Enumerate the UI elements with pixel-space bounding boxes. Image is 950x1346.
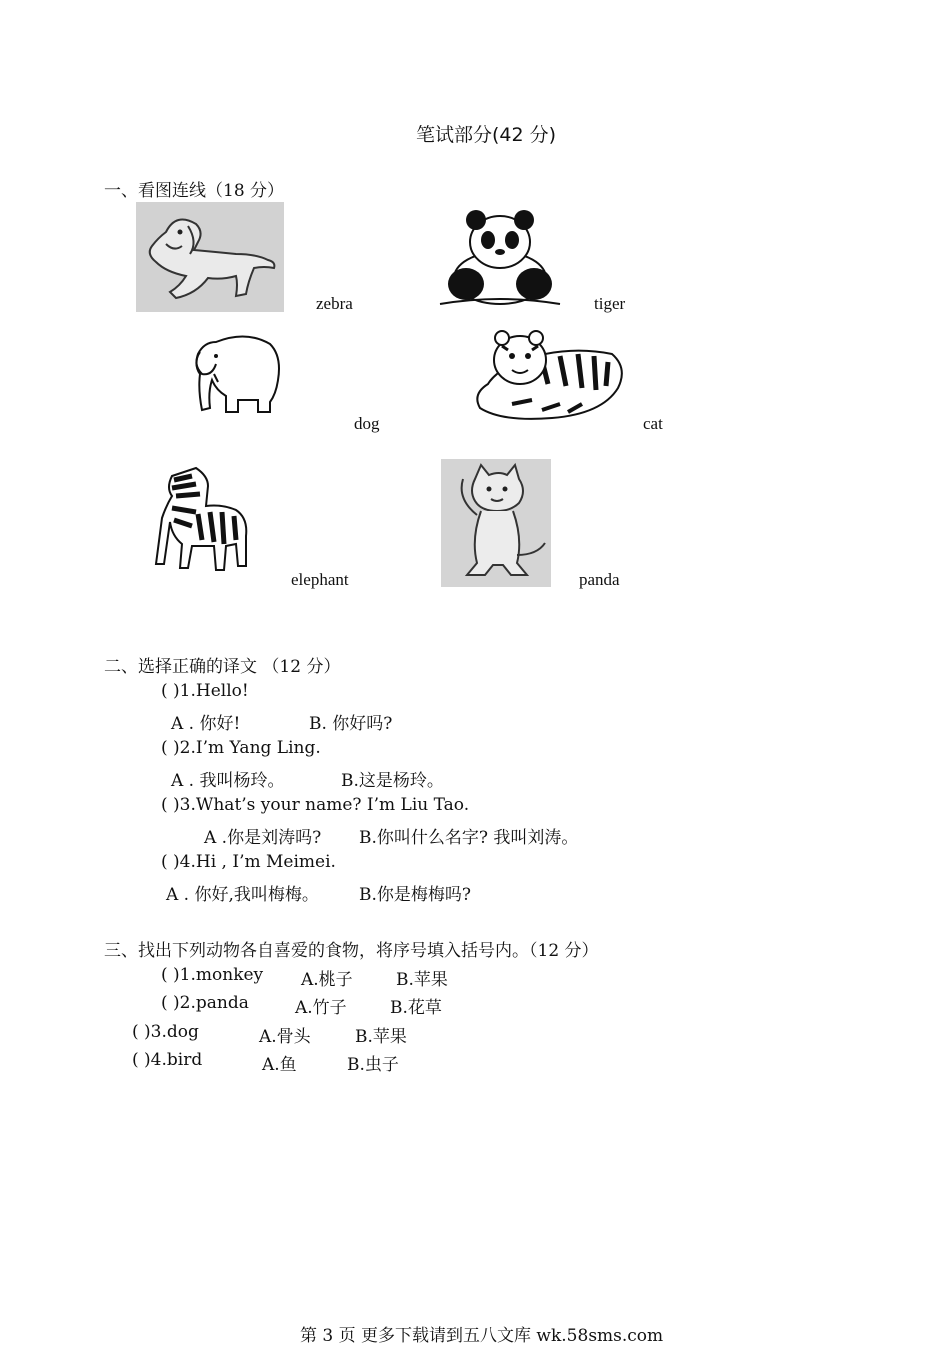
word-dog: dog <box>354 414 380 433</box>
s2-option-4b: B.你是梅梅吗? <box>359 885 472 905</box>
s2-option-3a: A .你是刘涛吗? <box>204 828 322 848</box>
s2-question-3: ( )3.What’s your name? I’m Liu Tao. <box>161 795 470 815</box>
word-cat: cat <box>643 414 663 433</box>
word-panda: panda <box>579 570 620 589</box>
section2-heading: 二、选择正确的译文 （12 分） <box>104 657 341 677</box>
tiger-picture <box>472 324 626 428</box>
s2-option-1b: B. 你好吗? <box>309 714 393 734</box>
s3-question-1: ( )1.monkey <box>161 965 264 985</box>
s3-option-3b: B.苹果 <box>355 1027 407 1047</box>
s2-option-2a: A . 我叫杨玲。 <box>171 771 285 791</box>
s2-option-2b: B.这是杨玲。 <box>341 771 444 791</box>
cat-picture <box>441 459 551 587</box>
s3-option-4b: B.虫子 <box>347 1055 399 1075</box>
s3-option-3a: A.骨头 <box>259 1027 311 1047</box>
page-title: 笔试部分(42 分) <box>416 124 557 146</box>
zebra-picture <box>152 466 250 574</box>
s3-option-1b: B.苹果 <box>396 970 448 990</box>
s3-question-2: ( )2.panda <box>161 993 249 1013</box>
s3-option-2b: B.花草 <box>390 998 442 1018</box>
s3-option-4a: A.鱼 <box>262 1055 297 1075</box>
s3-option-1a: A.桃子 <box>301 970 353 990</box>
s2-option-1a: A . 你好! <box>171 714 241 734</box>
s3-question-4: ( )4.bird <box>132 1050 203 1070</box>
s3-question-3: ( )3.dog <box>132 1022 199 1042</box>
s2-question-1: ( )1.Hello! <box>161 681 249 701</box>
s2-question-4: ( )4.Hi , I’m Meimei. <box>161 852 336 872</box>
word-zebra: zebra <box>316 294 353 313</box>
panda-picture <box>436 208 564 308</box>
s2-option-4a: A . 你好,我叫梅梅。 <box>166 885 319 905</box>
dog-picture <box>136 202 284 312</box>
page-footer: 第 3 页 更多下载请到五八文库 wk.58sms.com <box>300 1326 664 1346</box>
s3-option-2a: A.竹子 <box>295 998 347 1018</box>
section3-heading: 三、找出下列动物各自喜爱的食物，将序号填入括号内。（12 分） <box>104 941 599 961</box>
section1-heading: 一、看图连线（18 分） <box>104 181 285 201</box>
s2-question-2: ( )2.I’m Yang Ling. <box>161 738 321 758</box>
elephant-picture <box>186 330 284 416</box>
s2-option-3b: B.你叫什么名字? 我叫刘涛。 <box>359 828 579 848</box>
word-elephant: elephant <box>291 570 349 589</box>
word-tiger: tiger <box>594 294 626 313</box>
